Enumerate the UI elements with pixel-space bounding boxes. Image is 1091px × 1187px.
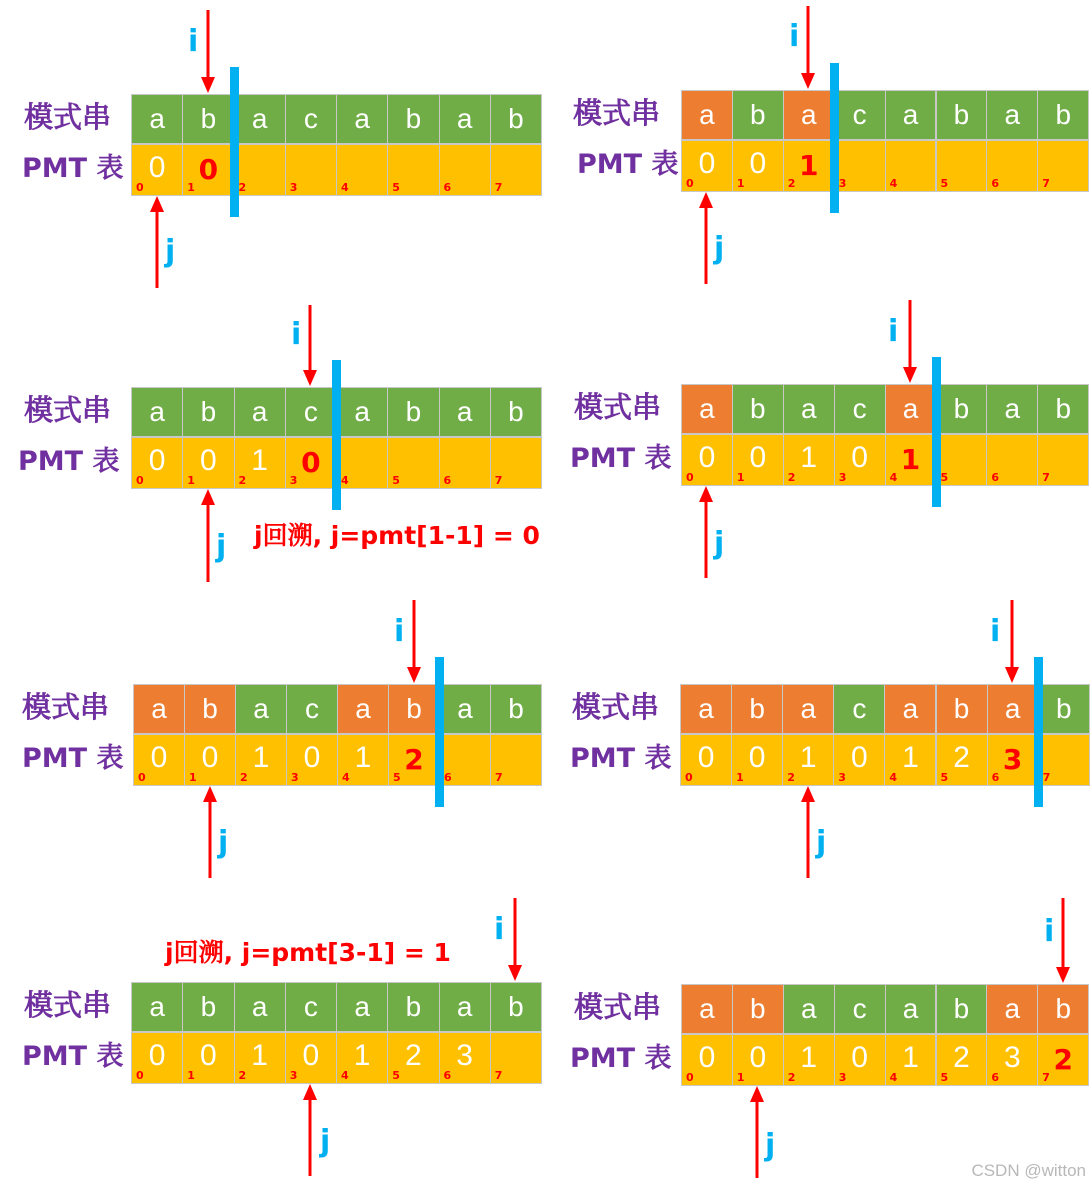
i-arrow [404, 600, 424, 683]
pmt-index: 1 [736, 1071, 745, 1084]
pmt-cell [337, 734, 389, 786]
pmt-index: 7 [1042, 771, 1051, 784]
pmt-index: 1 [187, 181, 195, 194]
pmt-index: 6 [443, 181, 452, 194]
pmt-index: 2 [238, 474, 247, 487]
pmt-cell [681, 1034, 733, 1086]
pattern-cell: c [286, 684, 338, 734]
i-pointer-label: i [188, 24, 199, 59]
pattern-cell: a [234, 982, 286, 1032]
pmt-cell [834, 140, 886, 192]
pmt-row-label: PMT 表 [570, 1043, 672, 1074]
scan-divider [932, 357, 941, 507]
pmt-cell [490, 144, 542, 196]
j-pointer-label: j [714, 231, 725, 266]
pmt-value: 0 [302, 1039, 320, 1072]
pmt-row-label: PMT 表 [570, 743, 672, 774]
pmt-index: 7 [1042, 177, 1050, 190]
pmt-index: 5 [392, 181, 400, 194]
pmt-value: 0 [200, 1039, 217, 1072]
pattern-cell: b [387, 387, 439, 437]
pmt-value: 2 [405, 1039, 422, 1072]
pattern-cell: b [182, 982, 234, 1032]
pattern-cell: a [681, 984, 733, 1034]
pmt-value: 0 [201, 741, 219, 774]
pmt-index: 5 [940, 471, 949, 484]
scan-divider [830, 63, 839, 213]
pattern-cell: c [285, 982, 337, 1032]
pattern-row-label: 模式串 [22, 690, 110, 724]
pmt-index: 5 [940, 771, 949, 784]
pattern-cell: b [1037, 384, 1089, 434]
pmt-cell [182, 1032, 234, 1084]
pmt-cell [732, 434, 784, 486]
pmt-cell [681, 434, 733, 486]
pmt-cell [182, 144, 234, 196]
pattern-cell: a [783, 984, 835, 1034]
pmt-row-label: PMT 表 [570, 443, 672, 474]
pmt-cell [680, 734, 732, 786]
pmt-value: 0 [148, 444, 166, 477]
pmt-index: 3 [838, 771, 846, 784]
i-pointer-label: i [789, 19, 800, 54]
j-pointer-label: j [714, 526, 725, 561]
pattern-cell: b [731, 684, 783, 734]
pattern-cell: b [936, 984, 988, 1034]
j-pointer-label: j [816, 825, 827, 860]
pattern-cell: b [387, 982, 439, 1032]
pmt-cell [131, 144, 183, 196]
pattern-cell: b [1037, 984, 1089, 1034]
pmt-index: 0 [138, 771, 146, 784]
pmt-index: 2 [787, 471, 796, 484]
pmt-cell [184, 734, 236, 786]
pattern-cell: a [885, 384, 937, 434]
pmt-index: 4 [889, 1071, 898, 1084]
i-arrow [1002, 600, 1022, 683]
pattern-cell: b [1037, 90, 1089, 140]
pmt-index: 7 [495, 771, 503, 784]
pmt-index: 2 [240, 771, 248, 784]
pmt-index: 0 [136, 474, 144, 487]
pmt-value: 1 [251, 444, 268, 477]
i-arrow [505, 898, 525, 981]
pmt-index: 6 [443, 474, 452, 487]
pmt-cell [182, 437, 234, 489]
watermark: CSDN @witton [971, 1161, 1086, 1180]
pattern-cell: a [337, 684, 389, 734]
scan-divider [435, 657, 444, 807]
scan-divider [1034, 657, 1043, 807]
pattern-row-label: 模式串 [574, 390, 662, 424]
pmt-cell [285, 1032, 337, 1084]
pattern-cell: a [986, 90, 1038, 140]
pattern-cell: a [131, 94, 183, 144]
j-arrow [200, 786, 220, 878]
pmt-index: 7 [1042, 1071, 1050, 1084]
pmt-index: 6 [991, 771, 1000, 784]
pmt-cell [439, 437, 491, 489]
pmt-index: 3 [289, 1069, 298, 1082]
pmt-cell [490, 734, 542, 786]
pmt-cell [439, 734, 491, 786]
pmt-index: 3 [838, 1071, 847, 1084]
pattern-row-label: 模式串 [24, 988, 112, 1022]
backtrack-note: j回溯, j=pmt[1-1] = 0 [254, 521, 540, 550]
scan-divider [230, 67, 239, 217]
pmt-cell [731, 734, 783, 786]
i-pointer-label: i [990, 614, 1001, 649]
pmt-cell [1038, 734, 1090, 786]
pmt-index: 0 [686, 471, 694, 484]
pmt-row-label: PMT 表 [22, 153, 124, 184]
pmt-index: 0 [685, 771, 693, 784]
pattern-cell: a [439, 387, 491, 437]
j-pointer-label: j [765, 1128, 776, 1163]
pmt-cell [936, 734, 988, 786]
pattern-row-label: 模式串 [24, 393, 112, 427]
i-arrow [198, 10, 218, 93]
pmt-cell [884, 734, 936, 786]
pmt-index: 5 [940, 177, 949, 190]
pmt-index: 2 [238, 181, 247, 194]
pmt-index: 5 [392, 474, 400, 487]
i-pointer-label: i [888, 314, 899, 349]
pattern-cell: c [833, 684, 885, 734]
pmt-cell [490, 1032, 542, 1084]
pmt-new-value: 0 [198, 153, 219, 186]
pmt-cell [133, 734, 185, 786]
pmt-value: 1 [354, 741, 372, 774]
pmt-cell [387, 1032, 439, 1084]
pattern-cell: a [681, 384, 733, 434]
pmt-cell [336, 144, 388, 196]
pmt-value: 0 [748, 741, 766, 774]
pattern-cell: a [987, 684, 1039, 734]
i-pointer-label: i [291, 317, 302, 352]
pattern-cell: b [732, 384, 784, 434]
pmt-index: 1 [736, 471, 745, 484]
pmt-cell [732, 140, 784, 192]
pattern-cell: a [885, 90, 937, 140]
pmt-index: 3 [291, 771, 299, 784]
pmt-index: 3 [838, 177, 847, 190]
pmt-cell [936, 1034, 988, 1086]
pattern-cell: c [285, 387, 337, 437]
pattern-cell: a [336, 982, 388, 1032]
pmt-index: 4 [889, 771, 898, 784]
pmt-cell [1037, 1034, 1089, 1086]
pattern-row-label: 模式串 [573, 96, 661, 130]
pattern-cell: b [732, 984, 784, 1034]
pattern-cell: b [490, 684, 542, 734]
pmt-cell [987, 734, 1039, 786]
pmt-value: 0 [697, 741, 715, 774]
pmt-index: 0 [136, 1069, 144, 1082]
pmt-index: 3 [289, 181, 298, 194]
pattern-cell: b [936, 684, 988, 734]
pattern-cell: a [680, 684, 732, 734]
pmt-index: 7 [494, 1069, 503, 1082]
pmt-value: 0 [851, 441, 868, 474]
pattern-cell: a [234, 94, 286, 144]
pmt-index: 4 [341, 474, 349, 487]
pmt-value: 0 [698, 441, 716, 474]
pmt-index: 6 [991, 1071, 1000, 1084]
pattern-cell: a [234, 387, 286, 437]
pmt-cell [285, 144, 337, 196]
pattern-cell: a [884, 684, 936, 734]
pmt-index: 6 [991, 177, 1000, 190]
pattern-cell: c [834, 90, 886, 140]
pattern-cell: b [936, 384, 988, 434]
j-pointer-label: j [165, 234, 176, 269]
pmt-cell [439, 1032, 491, 1084]
pmt-index: 1 [187, 474, 195, 487]
pmt-value: 1 [902, 1041, 919, 1074]
pmt-new-value: 2 [404, 743, 424, 776]
pmt-index: 4 [342, 771, 350, 784]
pmt-value: 0 [148, 151, 166, 184]
pmt-index: 1 [736, 771, 744, 784]
pmt-index: 4 [889, 177, 898, 190]
pattern-cell: b [732, 90, 784, 140]
pmt-index: 1 [187, 1069, 195, 1082]
j-arrow [798, 786, 818, 878]
pmt-cell [388, 734, 440, 786]
pmt-index: 2 [787, 1071, 796, 1084]
pmt-new-value: 2 [1053, 1043, 1073, 1076]
pmt-index: 4 [341, 1069, 349, 1082]
pattern-cell: b [1038, 684, 1090, 734]
pattern-cell: a [986, 984, 1038, 1034]
pmt-cell [936, 434, 988, 486]
pmt-index: 7 [494, 181, 503, 194]
pmt-value: 0 [698, 1041, 716, 1074]
pmt-index: 7 [494, 474, 503, 487]
pattern-cell: c [834, 384, 886, 434]
pmt-value: 3 [456, 1039, 473, 1072]
pattern-cell: a [783, 90, 835, 140]
pmt-index: 0 [136, 181, 144, 194]
pmt-index: 1 [736, 177, 745, 190]
pmt-value: 1 [251, 1039, 268, 1072]
pmt-value: 0 [200, 444, 217, 477]
pmt-value: 0 [698, 147, 716, 180]
pattern-cell: a [131, 982, 183, 1032]
pmt-cell [285, 437, 337, 489]
backtrack-note: j回溯, j=pmt[3-1] = 1 [165, 938, 451, 967]
pattern-cell: c [834, 984, 886, 1034]
pmt-index: 1 [189, 771, 197, 784]
pmt-index: 5 [392, 1069, 400, 1082]
pattern-cell: b [490, 982, 542, 1032]
pmt-new-value: 1 [799, 149, 819, 182]
pattern-cell: a [439, 684, 491, 734]
pattern-cell: b [490, 94, 542, 144]
i-arrow [900, 300, 920, 383]
pmt-index: 6 [991, 471, 1000, 484]
pattern-cell: a [439, 982, 491, 1032]
pattern-cell: b [182, 94, 234, 144]
pattern-cell: b [936, 90, 988, 140]
pmt-value: 0 [303, 741, 321, 774]
pmt-index: 4 [341, 181, 349, 194]
pmt-cell [1037, 140, 1089, 192]
pattern-cell: b [387, 94, 439, 144]
pmt-index: 3 [838, 471, 847, 484]
pattern-cell: b [184, 684, 236, 734]
pmt-value: 1 [353, 1039, 371, 1072]
pmt-cell [986, 1034, 1038, 1086]
pmt-row-label: PMT 表 [18, 446, 120, 477]
pmt-index: 0 [686, 177, 694, 190]
pmt-cell [439, 144, 491, 196]
pmt-new-value: 0 [301, 446, 321, 479]
pattern-cell: b [490, 387, 542, 437]
pmt-index: 0 [686, 1071, 694, 1084]
i-pointer-label: i [494, 912, 505, 947]
pmt-index: 2 [238, 1069, 247, 1082]
pmt-new-value: 3 [1002, 743, 1023, 776]
pattern-cell: a [336, 387, 388, 437]
pmt-index: 6 [443, 1069, 452, 1082]
pmt-value: 0 [851, 1041, 868, 1074]
pmt-index: 2 [787, 771, 795, 784]
scan-divider [332, 360, 341, 510]
pmt-row-label: PMT 表 [22, 1041, 124, 1072]
pmt-row-label: PMT 表 [22, 743, 124, 774]
pmt-value: 1 [799, 741, 817, 774]
pmt-cell [131, 437, 183, 489]
pmt-cell [834, 434, 886, 486]
pmt-cell [490, 437, 542, 489]
pmt-row-label: PMT 表 [577, 149, 679, 180]
pattern-cell: b [388, 684, 440, 734]
pmt-new-value: 1 [900, 443, 921, 476]
pmt-value: 0 [148, 1039, 166, 1072]
pmt-cell [681, 140, 733, 192]
pattern-cell: a [783, 384, 835, 434]
pmt-cell [234, 1032, 286, 1084]
pmt-value: 1 [800, 441, 818, 474]
pmt-cell [986, 434, 1038, 486]
pmt-value: 1 [902, 741, 919, 774]
pmt-index: 3 [289, 474, 298, 487]
pmt-value: 3 [1003, 1041, 1021, 1074]
i-arrow [1053, 898, 1073, 983]
pattern-cell: a [986, 384, 1038, 434]
pattern-cell: a [235, 684, 287, 734]
pmt-index: 6 [444, 771, 452, 784]
pmt-index: 2 [787, 177, 796, 190]
pattern-cell: a [439, 94, 491, 144]
pattern-cell: b [182, 387, 234, 437]
i-pointer-label: i [1044, 914, 1055, 949]
pmt-cell [732, 1034, 784, 1086]
pmt-index: 4 [889, 471, 898, 484]
pattern-cell: a [133, 684, 185, 734]
pmt-cell [387, 437, 439, 489]
pmt-value: 1 [252, 741, 270, 774]
pmt-cell [234, 437, 286, 489]
pattern-cell: a [131, 387, 183, 437]
pmt-cell [387, 144, 439, 196]
pmt-cell [1037, 434, 1089, 486]
pmt-value: 0 [150, 741, 168, 774]
pmt-cell [783, 140, 835, 192]
pmt-cell [336, 1032, 388, 1084]
pmt-index: 7 [1042, 471, 1050, 484]
j-pointer-label: j [216, 529, 227, 564]
pmt-cell [885, 434, 937, 486]
pattern-row-label: 模式串 [574, 990, 662, 1024]
pmt-value: 0 [749, 1041, 767, 1074]
pmt-cell [833, 734, 885, 786]
pmt-cell [234, 144, 286, 196]
pmt-cell [286, 734, 338, 786]
pmt-index: 5 [393, 771, 401, 784]
pattern-row-label: 模式串 [572, 690, 660, 724]
pmt-cell [783, 1034, 835, 1086]
pmt-value: 2 [953, 1041, 970, 1074]
pattern-cell: a [336, 94, 388, 144]
pmt-value: 0 [851, 741, 868, 774]
pmt-value: 1 [800, 1041, 818, 1074]
i-pointer-label: i [394, 614, 405, 649]
pmt-cell [782, 734, 834, 786]
j-arrow [300, 1084, 320, 1176]
pmt-cell [131, 1032, 183, 1084]
pmt-value: 0 [749, 147, 767, 180]
pattern-row-label: 模式串 [24, 100, 112, 134]
pmt-cell [885, 1034, 937, 1086]
pmt-cell [336, 437, 388, 489]
i-arrow [798, 6, 818, 89]
j-arrow [198, 489, 218, 582]
pattern-cell: a [782, 684, 834, 734]
pmt-cell [986, 140, 1038, 192]
pmt-cell [783, 434, 835, 486]
j-pointer-label: j [320, 1124, 331, 1159]
pattern-cell: c [285, 94, 337, 144]
pmt-value: 2 [953, 741, 970, 774]
i-arrow [300, 305, 320, 386]
pmt-cell [235, 734, 287, 786]
j-pointer-label: j [218, 825, 229, 860]
pattern-cell: a [681, 90, 733, 140]
pattern-cell: a [885, 984, 937, 1034]
j-arrow [147, 196, 167, 288]
pmt-cell [885, 140, 937, 192]
pmt-cell [834, 1034, 886, 1086]
pmt-value: 0 [749, 441, 767, 474]
pmt-cell [936, 140, 988, 192]
pmt-index: 5 [940, 1071, 949, 1084]
